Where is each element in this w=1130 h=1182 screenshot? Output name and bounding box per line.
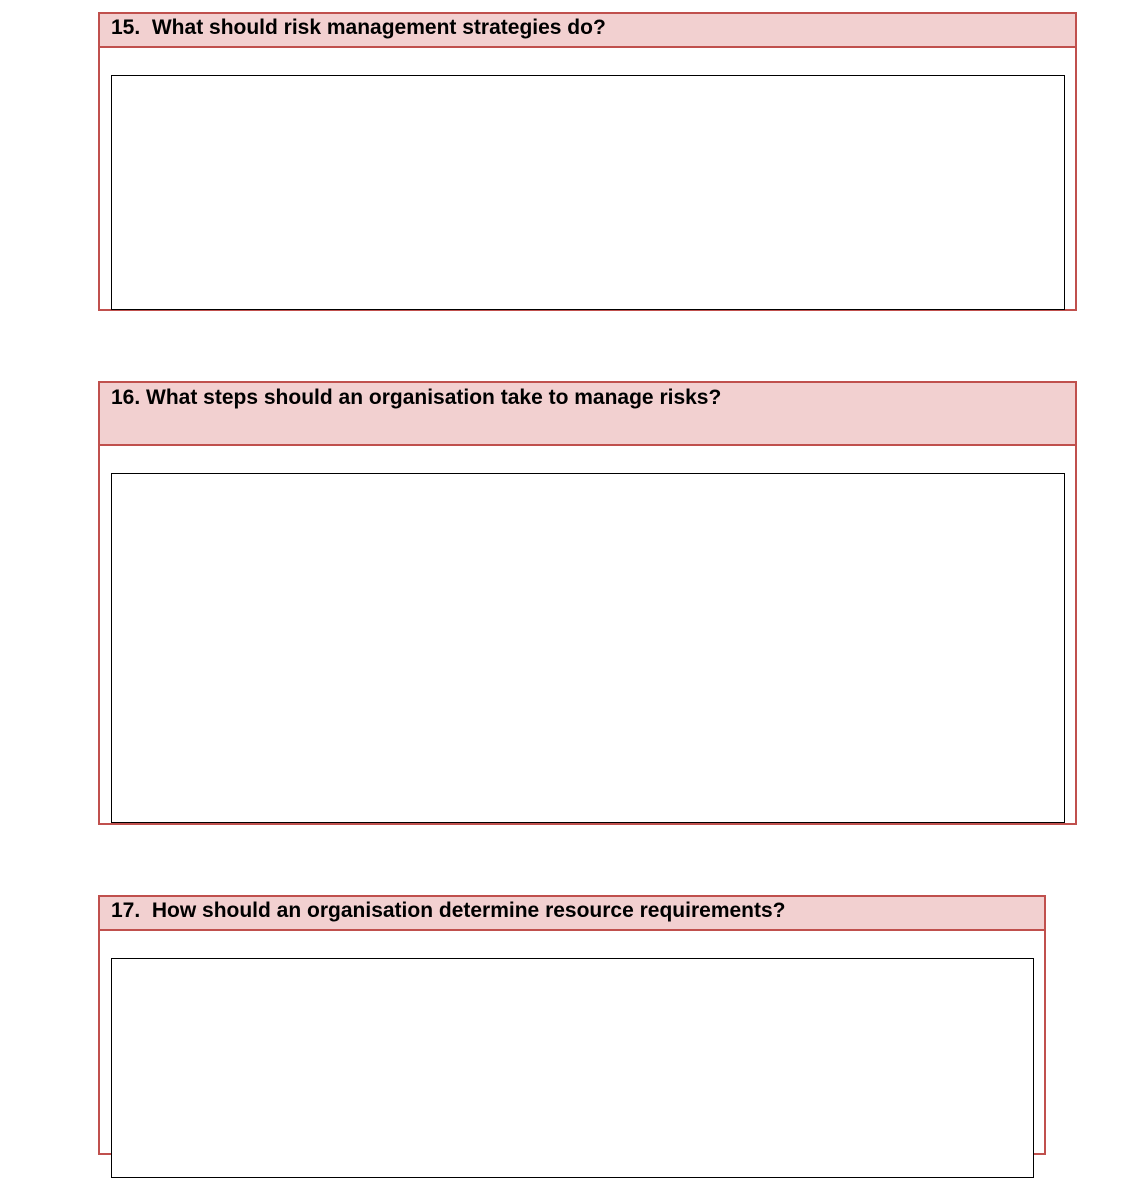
question-label-17: 17. How should an organisation determine resource requirements? [111, 899, 786, 922]
question-block-16 [98, 381, 1077, 825]
question-label-16: 16. What steps should an organisation take to manage risks? [111, 386, 722, 409]
answer-input-17[interactable] [112, 959, 1033, 1177]
question-header-17 [100, 897, 1044, 931]
answer-input-16[interactable] [112, 474, 1064, 822]
answer-box-16[interactable] [111, 473, 1065, 823]
answer-box-17[interactable] [111, 958, 1034, 1178]
question-header-15 [100, 14, 1075, 48]
question-label-15: 15. What should risk management strategies do? [111, 16, 606, 39]
question-block-17 [98, 895, 1046, 1155]
answer-box-15[interactable] [111, 75, 1065, 310]
question-header-16 [100, 383, 1075, 446]
answer-input-15[interactable] [112, 76, 1064, 309]
question-block-15 [98, 12, 1077, 311]
